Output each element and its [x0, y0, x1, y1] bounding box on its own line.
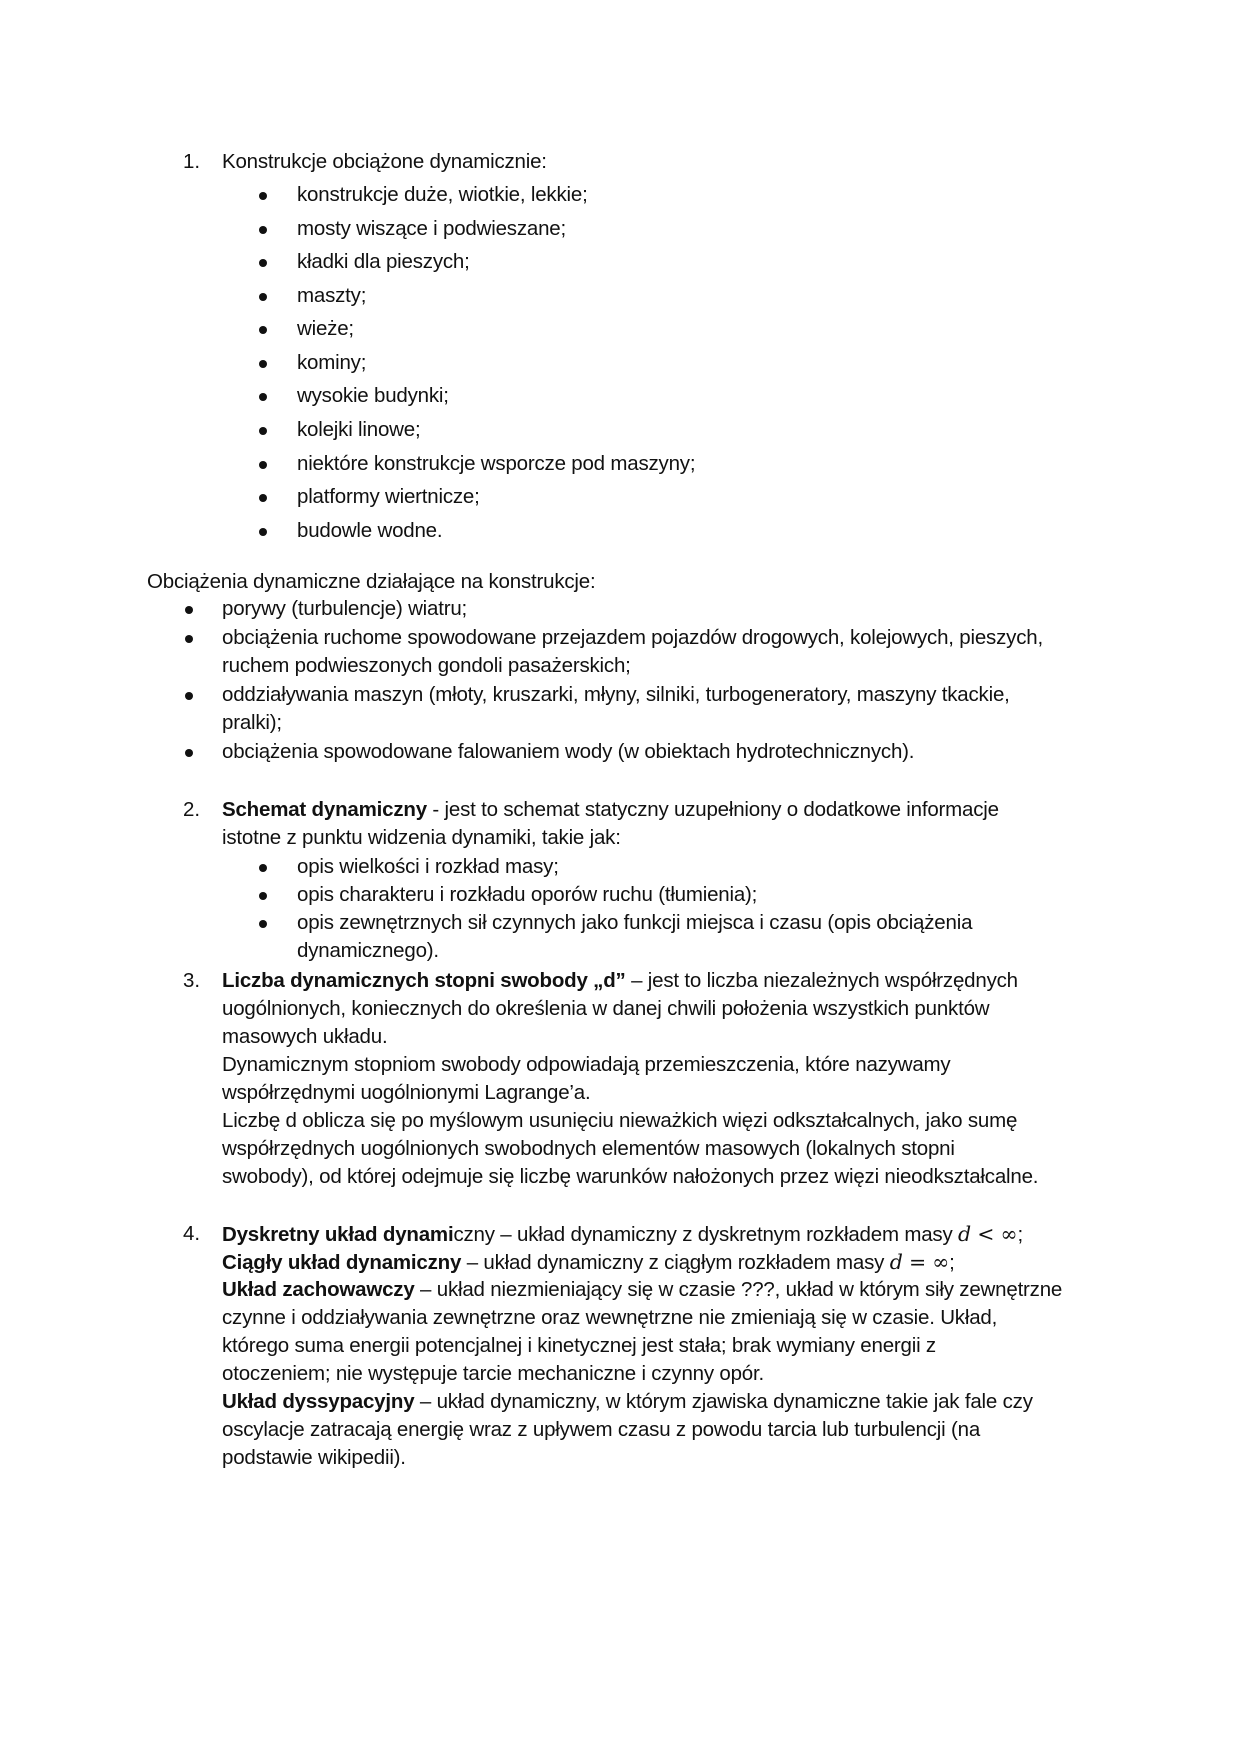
math-expression: d < ∞: [958, 1222, 1018, 1246]
section-line: Schemat dynamiczny - jest to schemat statyczny uzupełniony o dodatkowe informacje: [222, 798, 999, 821]
list-item: opis charakteru i rozkładu oporów ruchu (tłumienia);: [297, 883, 758, 906]
list-item: kominy;: [297, 351, 367, 374]
section-line: Układ zachowawczy – układ niezmieniający się w czasie ???, układ w którym siły zewnętrzne: [222, 1278, 1063, 1301]
section-line: Układ dyssypacyjny – układ dynamiczny, w którym zjawiska dynamiczne takie jak fale czy: [222, 1390, 1033, 1413]
bullet-icon: [259, 226, 267, 234]
list-item: konstrukcje duże, wiotkie, lekkie;: [297, 183, 588, 206]
section-line: uogólnionych, koniecznych do określenia w danej chwili położenia wszystkich punktów: [222, 997, 990, 1020]
bullet-icon: [185, 692, 193, 700]
list-item: budowle wodne.: [297, 519, 443, 542]
list-item: obciążenia spowodowane falowaniem wody (w obiektach hydrotechnicznych).: [222, 740, 915, 763]
bullet-icon: [259, 461, 267, 469]
bullet-icon: [259, 892, 267, 900]
bullet-icon: [259, 528, 267, 536]
term: Schemat dynamiczny: [222, 798, 427, 821]
list-item: kładki dla pieszych;: [297, 250, 470, 273]
list-item: maszty;: [297, 284, 367, 307]
section-line: współrzędnymi uogólnionymi Lagrange’a.: [222, 1081, 591, 1104]
section-number: 3.: [183, 969, 201, 992]
loads-heading: Obciążenia dynamiczne działające na konstrukcje:: [147, 570, 596, 593]
section-line: otoczeniem; nie występuje tarcie mechaniczne i czynny opór.: [222, 1362, 764, 1385]
section-line: Ciągły układ dynamiczny – układ dynamiczny z ciągłym rozkładem masy d = ∞;: [222, 1250, 955, 1274]
list-item: wysokie budynki;: [297, 384, 449, 407]
section-line: istotne z punktu widzenia dynamiki, takie jak:: [222, 826, 621, 849]
list-item: wieże;: [297, 317, 354, 340]
bullet-icon: [259, 920, 267, 928]
section-number: 1.: [183, 150, 201, 173]
list-item: platformy wiertnicze;: [297, 485, 480, 508]
section-number: 4.: [183, 1222, 201, 1245]
section-title: Konstrukcje obciążone dynamicznie:: [222, 150, 547, 173]
bullet-icon: [259, 293, 267, 301]
section-line: oscylacje zatracają energię wraz z upływem czasu z powodu tarcia lub turbulencji (na: [222, 1418, 981, 1441]
section-line: czynne i oddziaływania zewnętrzne oraz wewnętrzne nie zmieniają się w czasie. Układ,: [222, 1306, 998, 1329]
bullet-icon: [259, 427, 267, 435]
section-line: Dynamicznym stopniom swobody odpowiadają przemieszczenia, które nazywamy: [222, 1053, 951, 1076]
list-item-continuation: dynamicznego).: [297, 939, 439, 962]
section-line: Dyskretny układ dynamiczny – układ dynamiczny z dyskretnym rozkładem masy d < ∞;: [222, 1222, 1023, 1246]
bullet-icon: [259, 326, 267, 334]
section-line: którego suma energii potencjalnej i kinetycznej jest stała; brak wymiany energii z: [222, 1334, 936, 1357]
list-item: opis wielkości i rozkład masy;: [297, 855, 559, 878]
bullet-icon: [259, 393, 267, 401]
term: Dyskretny układ dynami: [222, 1223, 454, 1246]
bullet-icon: [185, 606, 193, 614]
list-item: niektóre konstrukcje wsporcze pod maszyny;: [297, 452, 696, 475]
bullet-icon: [259, 360, 267, 368]
section-line: Liczba dynamicznych stopni swobody „d” – jest to liczba niezależnych współrzędnych: [222, 969, 1018, 992]
list-item: oddziaływania maszyn (młoty, kruszarki, młyny, silniki, turbogeneratory, maszyny tkackie,: [222, 683, 1010, 706]
list-item: mosty wiszące i podwieszane;: [297, 217, 566, 240]
term: Układ dyssypacyjny: [222, 1390, 415, 1413]
bullet-icon: [185, 749, 193, 757]
term: Ciągły układ dynamiczny: [222, 1251, 462, 1274]
bullet-icon: [259, 864, 267, 872]
term: Liczba dynamicznych stopni swobody „d”: [222, 969, 626, 992]
list-item-continuation: pralki);: [222, 711, 282, 734]
bullet-icon: [259, 494, 267, 502]
section-line: współrzędnych uogólnionych swobodnych elementów masowych (lokalnych stopni: [222, 1137, 955, 1160]
section-line: podstawie wikipedii).: [222, 1446, 406, 1469]
section-number: 2.: [183, 798, 201, 821]
list-item: obciążenia ruchome spowodowane przejazdem pojazdów drogowych, kolejowych, pieszych,: [222, 626, 1043, 649]
section-line: masowych układu.: [222, 1025, 388, 1048]
list-item: porywy (turbulencje) wiatru;: [222, 597, 468, 620]
list-item: opis zewnętrznych sił czynnych jako funkcji miejsca i czasu (opis obciążenia: [297, 911, 973, 934]
term: Układ zachowawczy: [222, 1278, 415, 1301]
list-item-continuation: ruchem podwieszonych gondoli pasażerskich;: [222, 654, 631, 677]
bullet-icon: [259, 259, 267, 267]
math-expression: d = ∞: [889, 1250, 950, 1274]
list-item: kolejki linowe;: [297, 418, 421, 441]
bullet-icon: [185, 635, 193, 643]
section-line: Liczbę d oblicza się po myślowym usunięciu nieważkich więzi odkształcalnych, jako sumę: [222, 1109, 1018, 1132]
section-line: swobody), od której odejmuje się liczbę warunków nałożonych przez więzi nieodkształcalne.: [222, 1165, 1039, 1188]
bullet-icon: [259, 192, 267, 200]
